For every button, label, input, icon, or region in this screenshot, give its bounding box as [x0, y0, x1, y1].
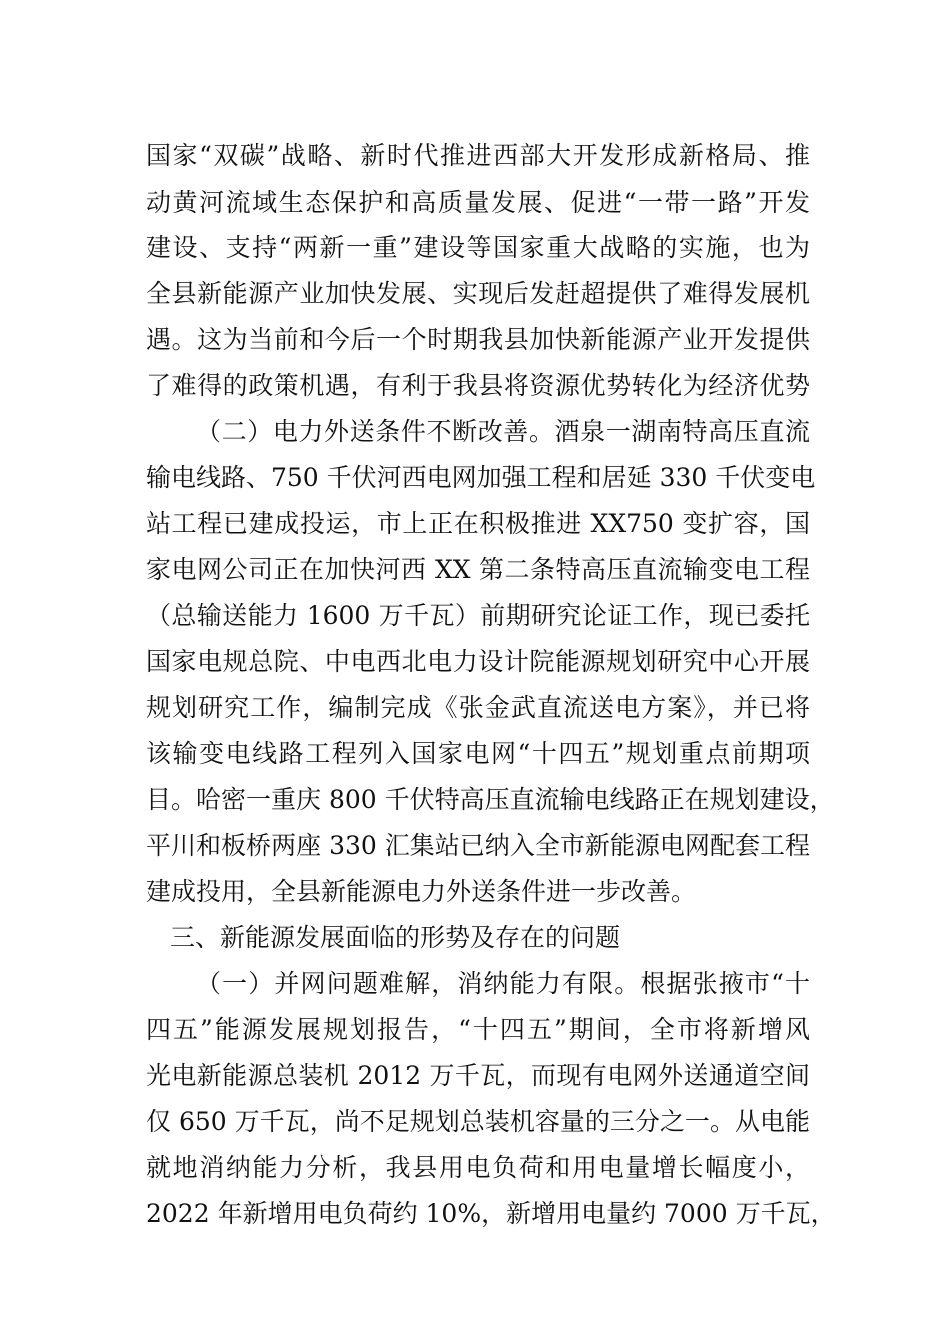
text-line: 光电新能源总装机 2012 万千瓦，而现有电网外送通道空间 — [146, 1061, 810, 1090]
text-line: 目。哈密一重庆 800 千伏特高压直流输电线路正在规划建设， — [146, 785, 835, 814]
text-line: 建设、支持“两新一重”建设等国家重大战略的实施，也为 — [146, 233, 810, 262]
text-line: 该输变电线路工程列入国家电网“十四五”规划重点前期项 — [146, 739, 810, 768]
text-line: 站工程已建成投运，市上正在积极推进 XX750 变扩容，国 — [146, 509, 810, 538]
text-line: 规划研究工作，编制完成《张金武直流送电方案》，并已将 — [146, 693, 810, 722]
text-line: 全县新能源产业加快发展、实现后发赶超提供了难得发展机 — [146, 279, 810, 308]
text-line: （总输送能力 1600 万千瓦）前期研究论证工作，现已委托 — [146, 601, 810, 630]
text-line: 国家“双碳”战略、新时代推进西部大开发形成新格局、推 — [146, 141, 810, 170]
text-line: 了难得的政策机遇，有利于我县将资源优势转化为经济优势 — [146, 371, 810, 400]
text-line: 家电网公司正在加快河西 XX 第二条特高压直流输变电工程 — [146, 555, 810, 584]
text-line: 动黄河流域生态保护和高质量发展、促进“一带一路”开发 — [146, 188, 810, 217]
section-heading-line: （一）并网问题难解，消纳能力有限。根据张掖市“十 — [196, 969, 810, 998]
text-line: 遇。这为当前和今后一个时期我县加快新能源产业开发提供 — [146, 325, 810, 354]
chapter-heading: 三、新能源发展面临的形势及存在的问题 — [170, 923, 621, 952]
section-heading-line: （二）电力外送条件不断改善。酒泉一湖南特高压直流 — [196, 417, 810, 446]
text-line: 输电线路、750 千伏河西电网加强工程和居延 330 千伏变电 — [146, 463, 816, 492]
text-line: 仅 650 万千瓦，尚不足规划总装机容量的三分之一。从电能 — [146, 1107, 810, 1136]
text-line: 四五”能源发展规划报告，“十四五”期间，全市将新增风 — [146, 1015, 810, 1044]
text-line: 就地消纳能力分析，我县用电负荷和用电量增长幅度小， — [146, 1153, 810, 1182]
text-line: 2022 年新增用电负荷约 10%，新增用电量约 7000 万千瓦， — [146, 1199, 836, 1228]
text-line: 平川和板桥两座 330 汇集站已纳入全市新能源电网配套工程 — [146, 831, 810, 860]
text-line: 国家电规总院、中电西北电力设计院能源规划研究中心开展 — [146, 647, 810, 676]
text-line: 建成投用，全县新能源电力外送条件进一步改善。 — [146, 877, 697, 906]
